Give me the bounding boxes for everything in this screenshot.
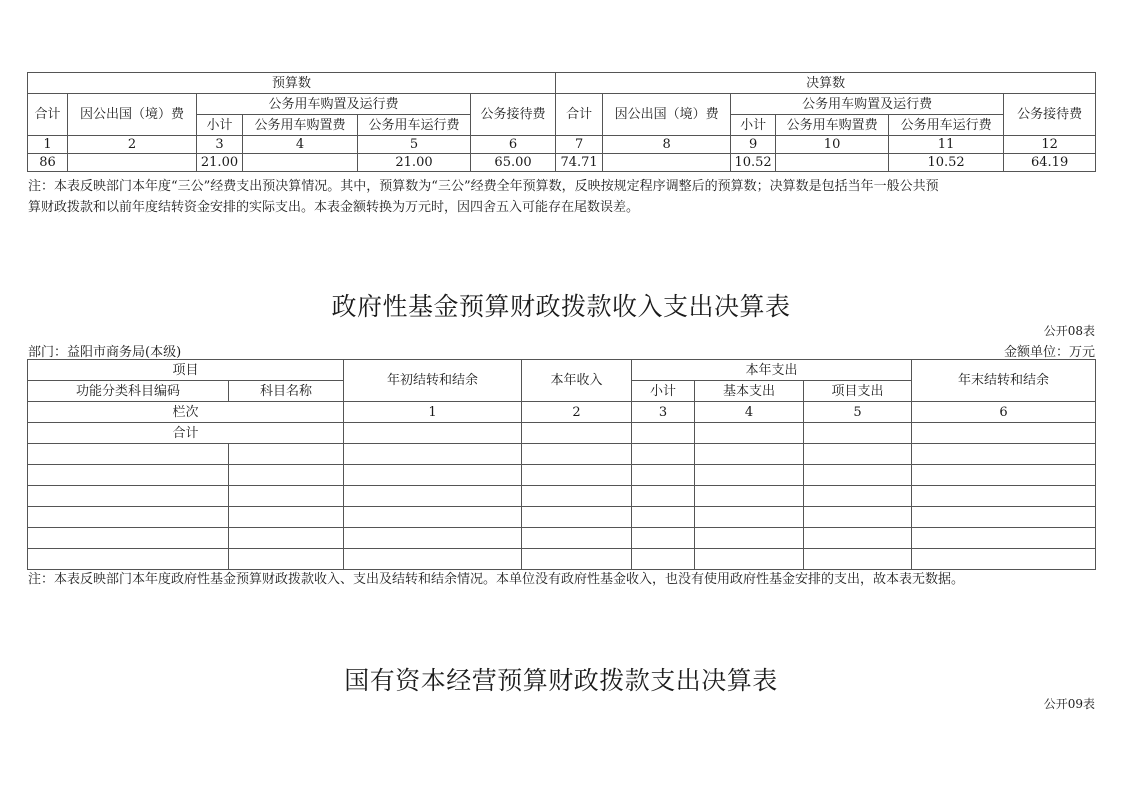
government-fund-table [27,359,1096,570]
empty-cell [344,507,522,528]
budget-purchase-value [243,154,358,172]
empty-cell [344,465,522,486]
table-row [28,528,1096,549]
empty-cell [695,465,804,486]
table1-note-line1: 注：本表反映部门本年度“三公”经费支出预决算情况。其中，预算数为“三公”经费全年预算数，反映按规定程序调整后的预算数；决算数是包括当年一般公共预 [28,179,939,194]
final-vehicle-header: 公务用车购置及运行费 [731,94,1004,115]
state-capital-form-number: 公开09表 [1043,697,1095,711]
table1-note-line2: 算财政拨款和以前年度结转资金安排的实际支出。本表金额转换为万元时，因四舍五入可能存在尾数误差。 [28,200,640,215]
final-reception-value: 64.19 [1004,154,1096,172]
total-label: 合计 [28,423,344,444]
table1-note [28,176,1098,218]
empty-cell [632,423,695,444]
state-capital-table-title: 国有资本经营预算财政拨款支出决算表 [344,666,778,695]
empty-cell [804,486,912,507]
empty-cell [912,423,1096,444]
budget-total-header: 合计 [28,94,68,136]
index-cell: 4 [243,136,358,154]
empty-cell [632,507,695,528]
empty-cell [912,528,1096,549]
empty-cell [912,549,1096,570]
index-cell: 8 [603,136,731,154]
empty-cell [695,444,804,465]
fund-form-number: 公开08表 [1043,324,1095,338]
index-cell: 6 [471,136,556,154]
budget-total-value: 86 [28,154,68,172]
final-abroad-value [603,154,731,172]
begin-balance-header: 年初结转和结余 [344,360,522,402]
final-running-value: 10.52 [889,154,1004,172]
empty-cell [804,423,912,444]
index-cell: 4 [695,402,804,423]
empty-cell [522,444,632,465]
empty-cell [344,528,522,549]
table-row [28,444,1096,465]
table-row [28,486,1096,507]
income-header: 本年收入 [522,360,632,402]
empty-cell [344,486,522,507]
empty-cell [229,528,344,549]
fund-table-title: 政府性基金预算财政拨款收入支出决算表 [331,292,791,321]
empty-cell [632,444,695,465]
empty-cell [912,444,1096,465]
empty-cell [28,465,229,486]
empty-cell [695,507,804,528]
index-cell: 1 [344,402,522,423]
empty-cell [344,423,522,444]
empty-cell [28,549,229,570]
empty-cell [28,486,229,507]
final-purchase-value [776,154,889,172]
empty-cell [695,549,804,570]
budget-vehicle-header: 公务用车购置及运行费 [197,94,471,115]
final-reception-header: 公务接待费 [1004,94,1096,136]
table-row [28,549,1096,570]
budget-running-header: 公务用车运行费 [358,115,471,136]
total-row [28,423,1096,444]
index-cell: 3 [632,402,695,423]
empty-cell [522,528,632,549]
index-cell: 9 [731,136,776,154]
empty-cell [522,549,632,570]
empty-cell [912,486,1096,507]
amount-unit-label: 金额单位：万元 [1003,345,1095,360]
index-cell: 1 [28,136,68,154]
final-subtotal-value: 10.52 [731,154,776,172]
empty-cell [28,528,229,549]
expense-subtotal-header: 小计 [632,381,695,402]
table-row [28,465,1096,486]
budget-reception-value: 65.00 [471,154,556,172]
budget-reception-header: 公务接待费 [471,94,556,136]
expense-header: 本年支出 [632,360,912,381]
empty-cell [522,507,632,528]
index-row [28,402,1096,423]
empty-cell [804,444,912,465]
empty-cell [229,507,344,528]
empty-cell [804,549,912,570]
budget-abroad-value [68,154,197,172]
empty-cell [229,444,344,465]
empty-cell [632,528,695,549]
budget-subtotal-value: 21.00 [197,154,243,172]
final-header: 决算数 [556,73,1096,94]
empty-cell [229,486,344,507]
empty-cell [28,507,229,528]
empty-cell [28,444,229,465]
project-expense-header: 项目支出 [804,381,912,402]
empty-cell [229,465,344,486]
basic-expense-header: 基本支出 [695,381,804,402]
final-purchase-header: 公务用车购置费 [776,115,889,136]
department-label: 部门：益阳市商务局(本级) [28,345,182,360]
subject-name-header: 科目名称 [229,381,344,402]
index-cell: 2 [68,136,197,154]
empty-cell [804,465,912,486]
budget-running-value: 21.00 [358,154,471,172]
budget-subtotal-header: 小计 [197,115,243,136]
empty-cell [229,549,344,570]
empty-cell [804,507,912,528]
budget-purchase-header: 公务用车购置费 [243,115,358,136]
table-row [28,507,1096,528]
final-running-header: 公务用车运行费 [889,115,1004,136]
final-subtotal-header: 小计 [731,115,776,136]
empty-cell [344,444,522,465]
item-header: 项目 [28,360,344,381]
final-total-value: 74.71 [556,154,603,172]
budget-abroad-header: 因公出国（境）费 [68,94,197,136]
empty-cell [695,423,804,444]
empty-cell [344,549,522,570]
data-row [28,154,1096,172]
index-cell: 6 [912,402,1096,423]
empty-cell [912,507,1096,528]
row-index-label: 栏次 [28,402,344,423]
index-row [28,136,1096,154]
empty-cell [804,528,912,549]
index-cell: 3 [197,136,243,154]
empty-cell [695,486,804,507]
empty-cell [632,486,695,507]
index-cell: 10 [776,136,889,154]
index-cell: 7 [556,136,603,154]
empty-cell [632,465,695,486]
index-cell: 12 [1004,136,1096,154]
budget-header: 预算数 [28,73,556,94]
three-public-expenses-table [27,72,1096,172]
index-cell: 2 [522,402,632,423]
index-cell: 11 [889,136,1004,154]
empty-cell [912,465,1096,486]
empty-cell [522,465,632,486]
end-balance-header: 年末结转和结余 [912,360,1096,402]
final-total-header: 合计 [556,94,603,136]
func-code-header: 功能分类科目编码 [28,381,229,402]
table2-note: 注：本表反映部门本年度政府性基金预算财政拨款收入、支出及结转和结余情况。本单位没有政府性基金收入，也没有使用政府性基金安排的支出，故本表无数据。 [28,572,965,587]
empty-cell [695,528,804,549]
empty-cell [522,486,632,507]
empty-cell [522,423,632,444]
index-cell: 5 [358,136,471,154]
index-cell: 5 [804,402,912,423]
empty-cell [632,549,695,570]
final-abroad-header: 因公出国（境）费 [603,94,731,136]
